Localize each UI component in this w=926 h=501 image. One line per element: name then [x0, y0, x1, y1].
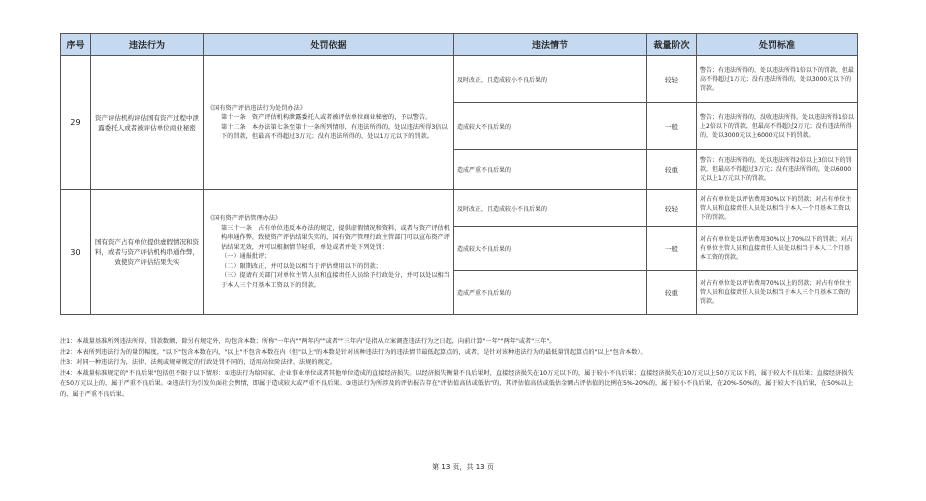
basis-line: 第十一条 资产评估机构泄露委托人或者被评估单位商业秘密的，予以警告。 [221, 114, 432, 121]
standard-cell: 警告；有违法所得的，处以违法所得1倍以下的罚款，但最高不得超过1万元；没有违法所得的，处以3000元以下的罚款。 [697, 56, 858, 103]
circumstance-cell: 造成严重不良后果的 [454, 271, 647, 315]
level-cell: 一般 [647, 227, 697, 271]
row-serial: 30 [61, 190, 91, 315]
table-header-row [61, 34, 858, 56]
penalty-table [60, 33, 858, 315]
header-basis: 处罚依据 [204, 34, 454, 56]
header-serial: 序号 [61, 34, 91, 56]
level-cell: 较轻 [647, 190, 697, 227]
basis-line: （一）通报批评； [221, 253, 271, 260]
standard-cell: 警告；有违法所得的，处以违法所得2倍以上3倍以下的罚款，但最高不得超过3万元；没有违法所得的，处以6000元以上1万元以下的罚款。 [697, 150, 858, 190]
standard-cell: 对占有单位处以评估费用30%以下的罚款；对占有单位主管人员和直接责任人员处以相当于本人一个月基本工资以下的罚款。 [697, 190, 858, 227]
circumstance-cell: 及时改正，且造成较小不良后果的 [454, 190, 647, 227]
row-basis [204, 56, 454, 190]
table-row [61, 190, 858, 227]
row-basis [204, 190, 454, 315]
standard-cell: 对占有单位处以评估费用70%以上的罚款；对占有单位主管人员和直接责任人员处以相当于本人三个月基本工资的罚款。 [697, 271, 858, 315]
circumstance-cell: 造成严重不良后果的 [454, 150, 647, 190]
page-footer: 第 13 页，共 13 页 [432, 463, 494, 471]
header-circumstance: 违法情节 [454, 34, 647, 56]
level-cell: 较轻 [647, 56, 697, 103]
header-level: 裁量阶次 [647, 34, 697, 56]
note-3: 注3：对同一种违法行为，法律、法规或规章规定的行政处罚不同的，适用高位阶法律、法规的规定。 [60, 359, 337, 366]
basis-line: （三）提请有关部门对单位主管人员和直接责任人员给予行政处分，并可以处以相当于本人三个月基本工资以下的罚款。 [221, 272, 450, 289]
notes-section [60, 337, 857, 400]
level-cell: 一般 [647, 103, 697, 150]
row-serial: 29 [61, 56, 91, 190]
basis-title: 《国有资产评估管理办法》 [207, 215, 282, 222]
basis-line: 第三十一条 占有单位违反本办法的规定，提供虚假情况和资料，或者与资产评估机构串通作弊，致使资产评估结果失实的，国有资产管理行政主管部门可以宣布资产评估结果无效，并可以根据情节轻重，单处或者并处下列处罚： [221, 224, 450, 251]
note-2: 注2：本表所列违法行为的量罚幅度，"以下"包含本数在内，"以上"不包含本数在内（但"以上"的本数是针对该种违法行为的违法情节最低起算点的，或者，是针对该种违法行为的最低量罚起算点的"以上"包含本数）。 [60, 348, 647, 356]
basis-line: （二）限期改正，并可以处以相当于评估费用以下的罚款； [221, 262, 382, 270]
circumstance-cell: 及时改正，且造成较小不良后果的 [454, 56, 647, 103]
header-standard: 处罚标准 [697, 34, 858, 56]
row-violation: 国有资产占有单位提供虚假情况和资料，或者与资产评估机构串通作弊，致使资产评估结果失实 [91, 190, 204, 315]
level-cell: 较重 [647, 271, 697, 315]
note-1: 注1：本裁量基准所列违法所得、罚款数额，除另有规定外，均包含本数；所称"一年内""两年内""或者""三年内"是指从立案调查违法行为之日起，向前计算"一年""两年"或者"三年"。 [60, 338, 556, 345]
circumstance-cell: 造成较大不良后果的 [454, 227, 647, 271]
note-4: 注4：本裁量标准规定的"不良后果"包括但不限于以下情形：①违法行为给国家、企业事业单位或者其他单位造成的直接经济损失。以经济损失衡量不良后果时，直接经济损失在10万元以下的，属于较小不良后果；直接经济损失在10万元以上50万元以下的，属于较大不良后果；直接经济损失在50万元以上的，属于严重不良后果。②违法行为引发负面社会舆情，即属于造成较大或严重不良后果。③违法行为所涉及的评估报告存在"评估值高估或低估"的，其评估值高估或低估金额占评估值的比例在5%-20%的，属于较小不良后果，在20%-50%的，属于较大不良后果，在50%以上的，属于严重不良后果。 [60, 369, 854, 398]
level-cell: 较重 [647, 150, 697, 190]
row-violation: 资产评估机构评估国有资产过程中泄露委托人或者被评估单位商业秘密 [91, 56, 204, 190]
header-violation: 违法行为 [91, 34, 204, 56]
basis-title: 《国有资产评估违法行为处罚办法》 [207, 104, 306, 112]
standard-cell: 警告；有违法所得的，没收违法所得，处以违法所得1倍以上2倍以下的罚款，但最高不得超过2万元；没有违法所得的，处以3000元以上6000元以下的罚款。 [697, 103, 858, 150]
standard-cell: 对占有单位处以评估费用30%以上70%以下的罚款；对占有单位主管人员和直接责任人员处以相当于本人二个月基本工资的罚款。 [697, 227, 858, 271]
basis-line: 第十二条 本办法第七条至第十一条所列情形，有违法所得的，处以违法所得3倍以下的罚款，但最高不得超过3万元；没有违法所得的，处以1万元以下的罚款。 [221, 123, 448, 140]
circumstance-cell: 造成较大不良后果的 [454, 103, 647, 150]
table-row [61, 56, 858, 103]
